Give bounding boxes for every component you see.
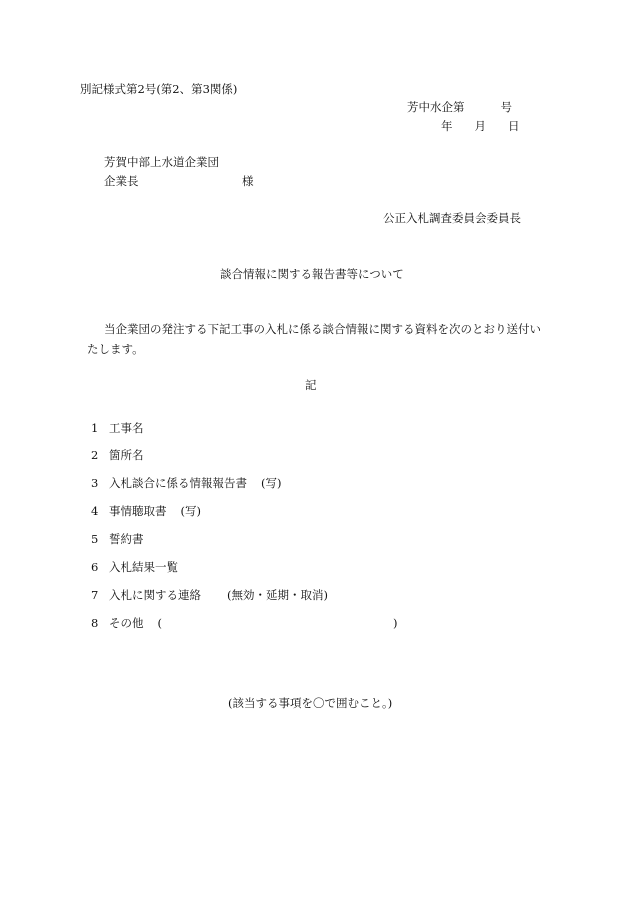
item-number: 7 (91, 588, 99, 602)
document-date (441, 119, 520, 133)
list-item (91, 421, 144, 435)
item-number: 8 (91, 616, 99, 630)
list-item (91, 532, 144, 546)
body-line-2: たします。 (87, 342, 144, 356)
document-number-suffix: 号 (500, 100, 512, 114)
document-number (407, 100, 512, 114)
item-label: 工事名 (109, 421, 144, 435)
item-number: 5 (91, 532, 99, 546)
body-line-1: 当企業団の発注する下記工事の入札に係る談合情報に関する資料を次のとおり送付い (104, 322, 541, 336)
list-item (91, 476, 281, 490)
document-number-prefix: 芳中水企第 (407, 100, 465, 114)
list-item (91, 560, 178, 574)
form-reference: 別記様式第2号(第2、第3関係) (80, 82, 238, 96)
other-open-paren: ( (157, 616, 162, 630)
item-number: 6 (91, 560, 99, 574)
date-year: 年 (441, 119, 453, 133)
list-item (91, 616, 398, 630)
item-label: 誓約書 (109, 532, 144, 546)
item-number: 2 (91, 448, 99, 462)
list-item (91, 504, 201, 518)
ki-heading: 記 (305, 378, 317, 392)
item-label: 箇所名 (109, 448, 144, 462)
item-number: 3 (91, 476, 99, 490)
item-note: (写) (261, 476, 282, 490)
recipient-title (104, 174, 254, 188)
instruction-note: (該当する事項を〇で囲むこと。) (228, 696, 393, 710)
item-label: 事情聴取書 (109, 504, 167, 518)
recipient-title-text: 企業長 (104, 174, 139, 188)
other-close-paren: ) (393, 616, 398, 630)
list-item (91, 448, 144, 462)
item-label: 入札に関する連絡 (109, 588, 201, 602)
list-item (91, 588, 328, 602)
recipient-organization: 芳賀中部上水道企業団 (104, 155, 219, 169)
item-label: その他 (109, 616, 144, 630)
recipient-honorific: 様 (242, 174, 254, 188)
item-number: 1 (91, 421, 99, 435)
item-label: 入札談合に係る情報報告書 (109, 476, 247, 490)
date-month: 月 (474, 119, 486, 133)
document-subject: 談合情報に関する報告書等について (220, 267, 404, 281)
item-number: 4 (91, 504, 99, 518)
sender-title: 公正入札調査委員会委員長 (383, 211, 521, 225)
item-note: (無効・延期・取消) (227, 588, 328, 602)
item-label: 入札結果一覧 (109, 560, 178, 574)
date-day: 日 (508, 119, 520, 133)
item-note: (写) (180, 504, 201, 518)
